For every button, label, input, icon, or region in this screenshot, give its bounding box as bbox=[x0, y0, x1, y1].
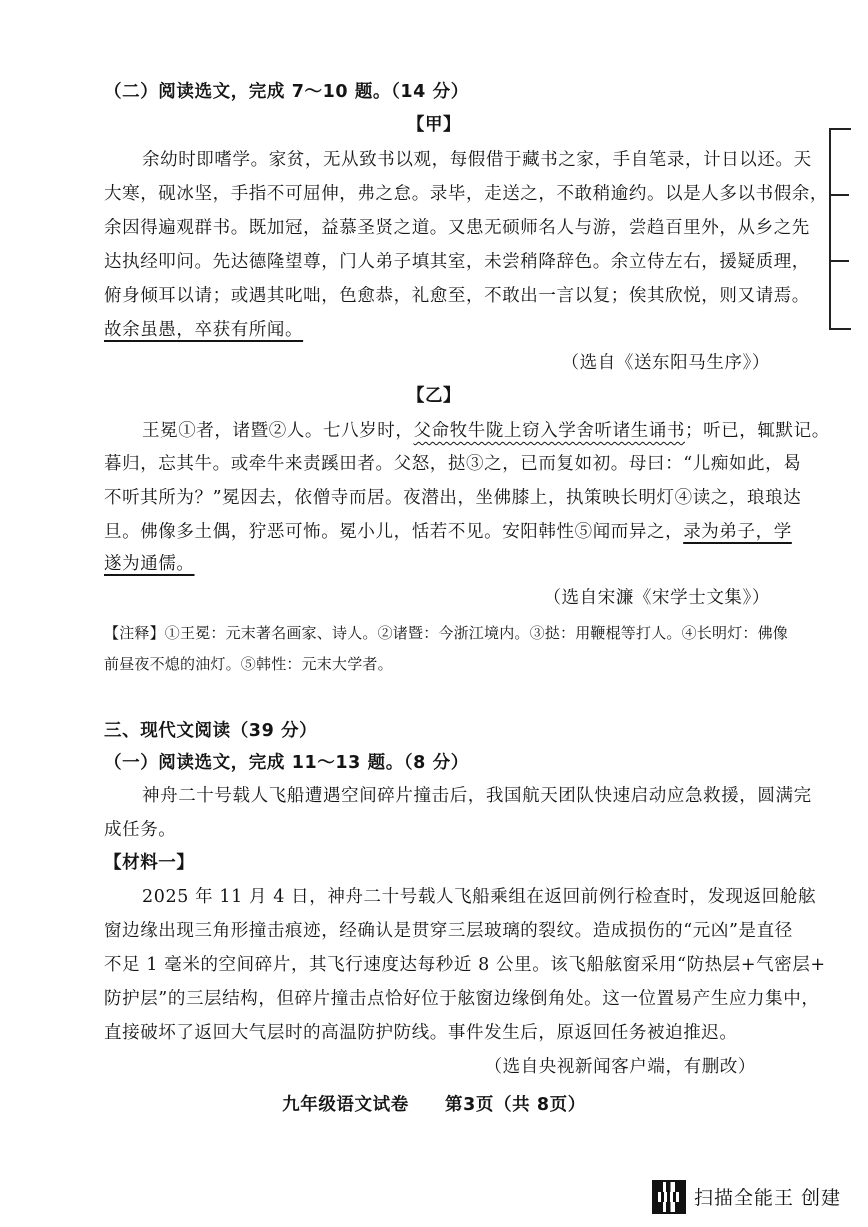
yi-line-3: 不听其所为？”冕因去，依僧寺而居。夜潜出，坐佛膝上，执策映长明灯④读之，琅琅达 bbox=[104, 488, 802, 508]
section3-heading: 三、现代文阅读（39 分） bbox=[104, 721, 318, 741]
jia-underlined-text: 故余虽愚，卒获有所闻。 bbox=[104, 320, 304, 340]
yi-line-1-pre: 王冕①者，诸暨②人。七八岁时， bbox=[142, 421, 414, 441]
scanner-watermark: 扫描全能王 创建 bbox=[694, 1187, 842, 1209]
notes-line-2: 前昼夜不熄的油灯。⑤韩性：元末大学者。 bbox=[104, 655, 393, 673]
section2-heading: （二）阅读选文，完成 7～10 题。（14 分） bbox=[104, 82, 469, 102]
yi-line-5 bbox=[104, 552, 780, 576]
qr-code-icon bbox=[652, 1180, 686, 1214]
yi-underlined-end: 遂为通儒。 bbox=[104, 554, 195, 574]
yi-source: （选自宋濂《宋学士文集》） bbox=[543, 588, 770, 608]
yi-underlined-start: 录为弟子，学 bbox=[683, 522, 792, 542]
jia-line-5: 俯身倾耳以请；或遇其叱咄，色愈恭，礼愈至，不敢出一言以复；俟其欣悦，则又请焉。 bbox=[104, 286, 810, 306]
jia-line-2: 大寒，砚冰坚，手指不可屈伸，弗之怠。录毕，走送之，不敢稍逾约。以是人多以书假余， bbox=[104, 184, 828, 204]
yi-line-2: 暮归，忘其牛。或牵牛来责蹊田者。父怒，挞③之，已而复如初。母曰：“儿痴如此，曷 bbox=[104, 454, 802, 474]
page-footer: 九年级语文试卷 第3页（共 8页） bbox=[282, 1095, 586, 1115]
notes-line-1: 【注释】①王冕：元末著名画家、诗人。②诸暨：今浙江境内。③挞：用鞭棍等打人。④长明灯：佛像 bbox=[104, 624, 789, 642]
yi-title: 【乙】 bbox=[406, 386, 462, 406]
jia-underlined-line bbox=[104, 318, 780, 342]
yi-wavy-sentence: 父命牧牛陇上窃入学舍听诸生诵书 bbox=[413, 421, 685, 441]
intro-line-1: 神舟二十号载人飞船遭遇空间碎片撞击后，我国航天团队快速启动应急救援，圆满完 bbox=[142, 786, 812, 806]
sub1-heading: （一）阅读选文，完成 11～13 题。（8 分） bbox=[104, 753, 469, 773]
yi-line-4-pre: 旦。佛像多土偶，狞恶可怖。冕小儿，恬若不见。安阳韩性⑤闻而异之， bbox=[104, 522, 684, 542]
margin-bracket bbox=[829, 128, 851, 330]
material-line-1: 2025 年 11 月 4 日，神舟二十号载人飞船乘组在返回前例行检查时，发现返回舱舷 bbox=[142, 887, 817, 907]
material-line-2: 窗边缘出现三角形撞击痕迹，经确认是贯穿三层玻璃的裂纹。造成损伤的“元凶”是直径 bbox=[104, 921, 793, 941]
margin-tick-2 bbox=[829, 260, 849, 262]
jia-line-3: 余因得遍观群书。既加冠，益慕圣贤之道。又患无硕师名人与游，尝趋百里外，从乡之先 bbox=[104, 218, 810, 238]
jia-line-1: 余幼时即嗜学。家贫，无从致书以观，每假借于藏书之家，手自笔录，计日以还。天 bbox=[142, 150, 812, 170]
yi-line-4 bbox=[104, 520, 792, 544]
jia-line-4: 达执经叩问。先达德隆望尊，门人弟子填其室，未尝稍降辞色。余立侍左右，援疑质理， bbox=[104, 252, 810, 272]
margin-tick-1 bbox=[829, 194, 849, 196]
jia-source: （选自《送东阳马生序》） bbox=[561, 353, 770, 373]
material-line-3: 不足 1 毫米的空间碎片，其飞行速度达每秒近 8 公里。该飞船舷窗采用“防热层+气密层+ bbox=[104, 955, 826, 975]
material-line-5: 直接破坏了返回大气层时的高温防护防线。事件发生后，原返回任务被迫推迟。 bbox=[104, 1023, 738, 1043]
yi-line-1-post: ；听已，辄默记。 bbox=[685, 421, 830, 441]
material-source: （选自央视新闻客户端，有删改） bbox=[484, 1057, 756, 1077]
material-title: 【材料一】 bbox=[104, 853, 195, 873]
intro-line-2: 成任务。 bbox=[104, 820, 177, 840]
material-line-4: 防护层”的三层结构，但碎片撞击点恰好位于舷窗边缘倒角处。这一位置易产生应力集中， bbox=[104, 989, 820, 1009]
yi-line-1 bbox=[142, 419, 830, 443]
jia-title: 【甲】 bbox=[406, 115, 462, 135]
